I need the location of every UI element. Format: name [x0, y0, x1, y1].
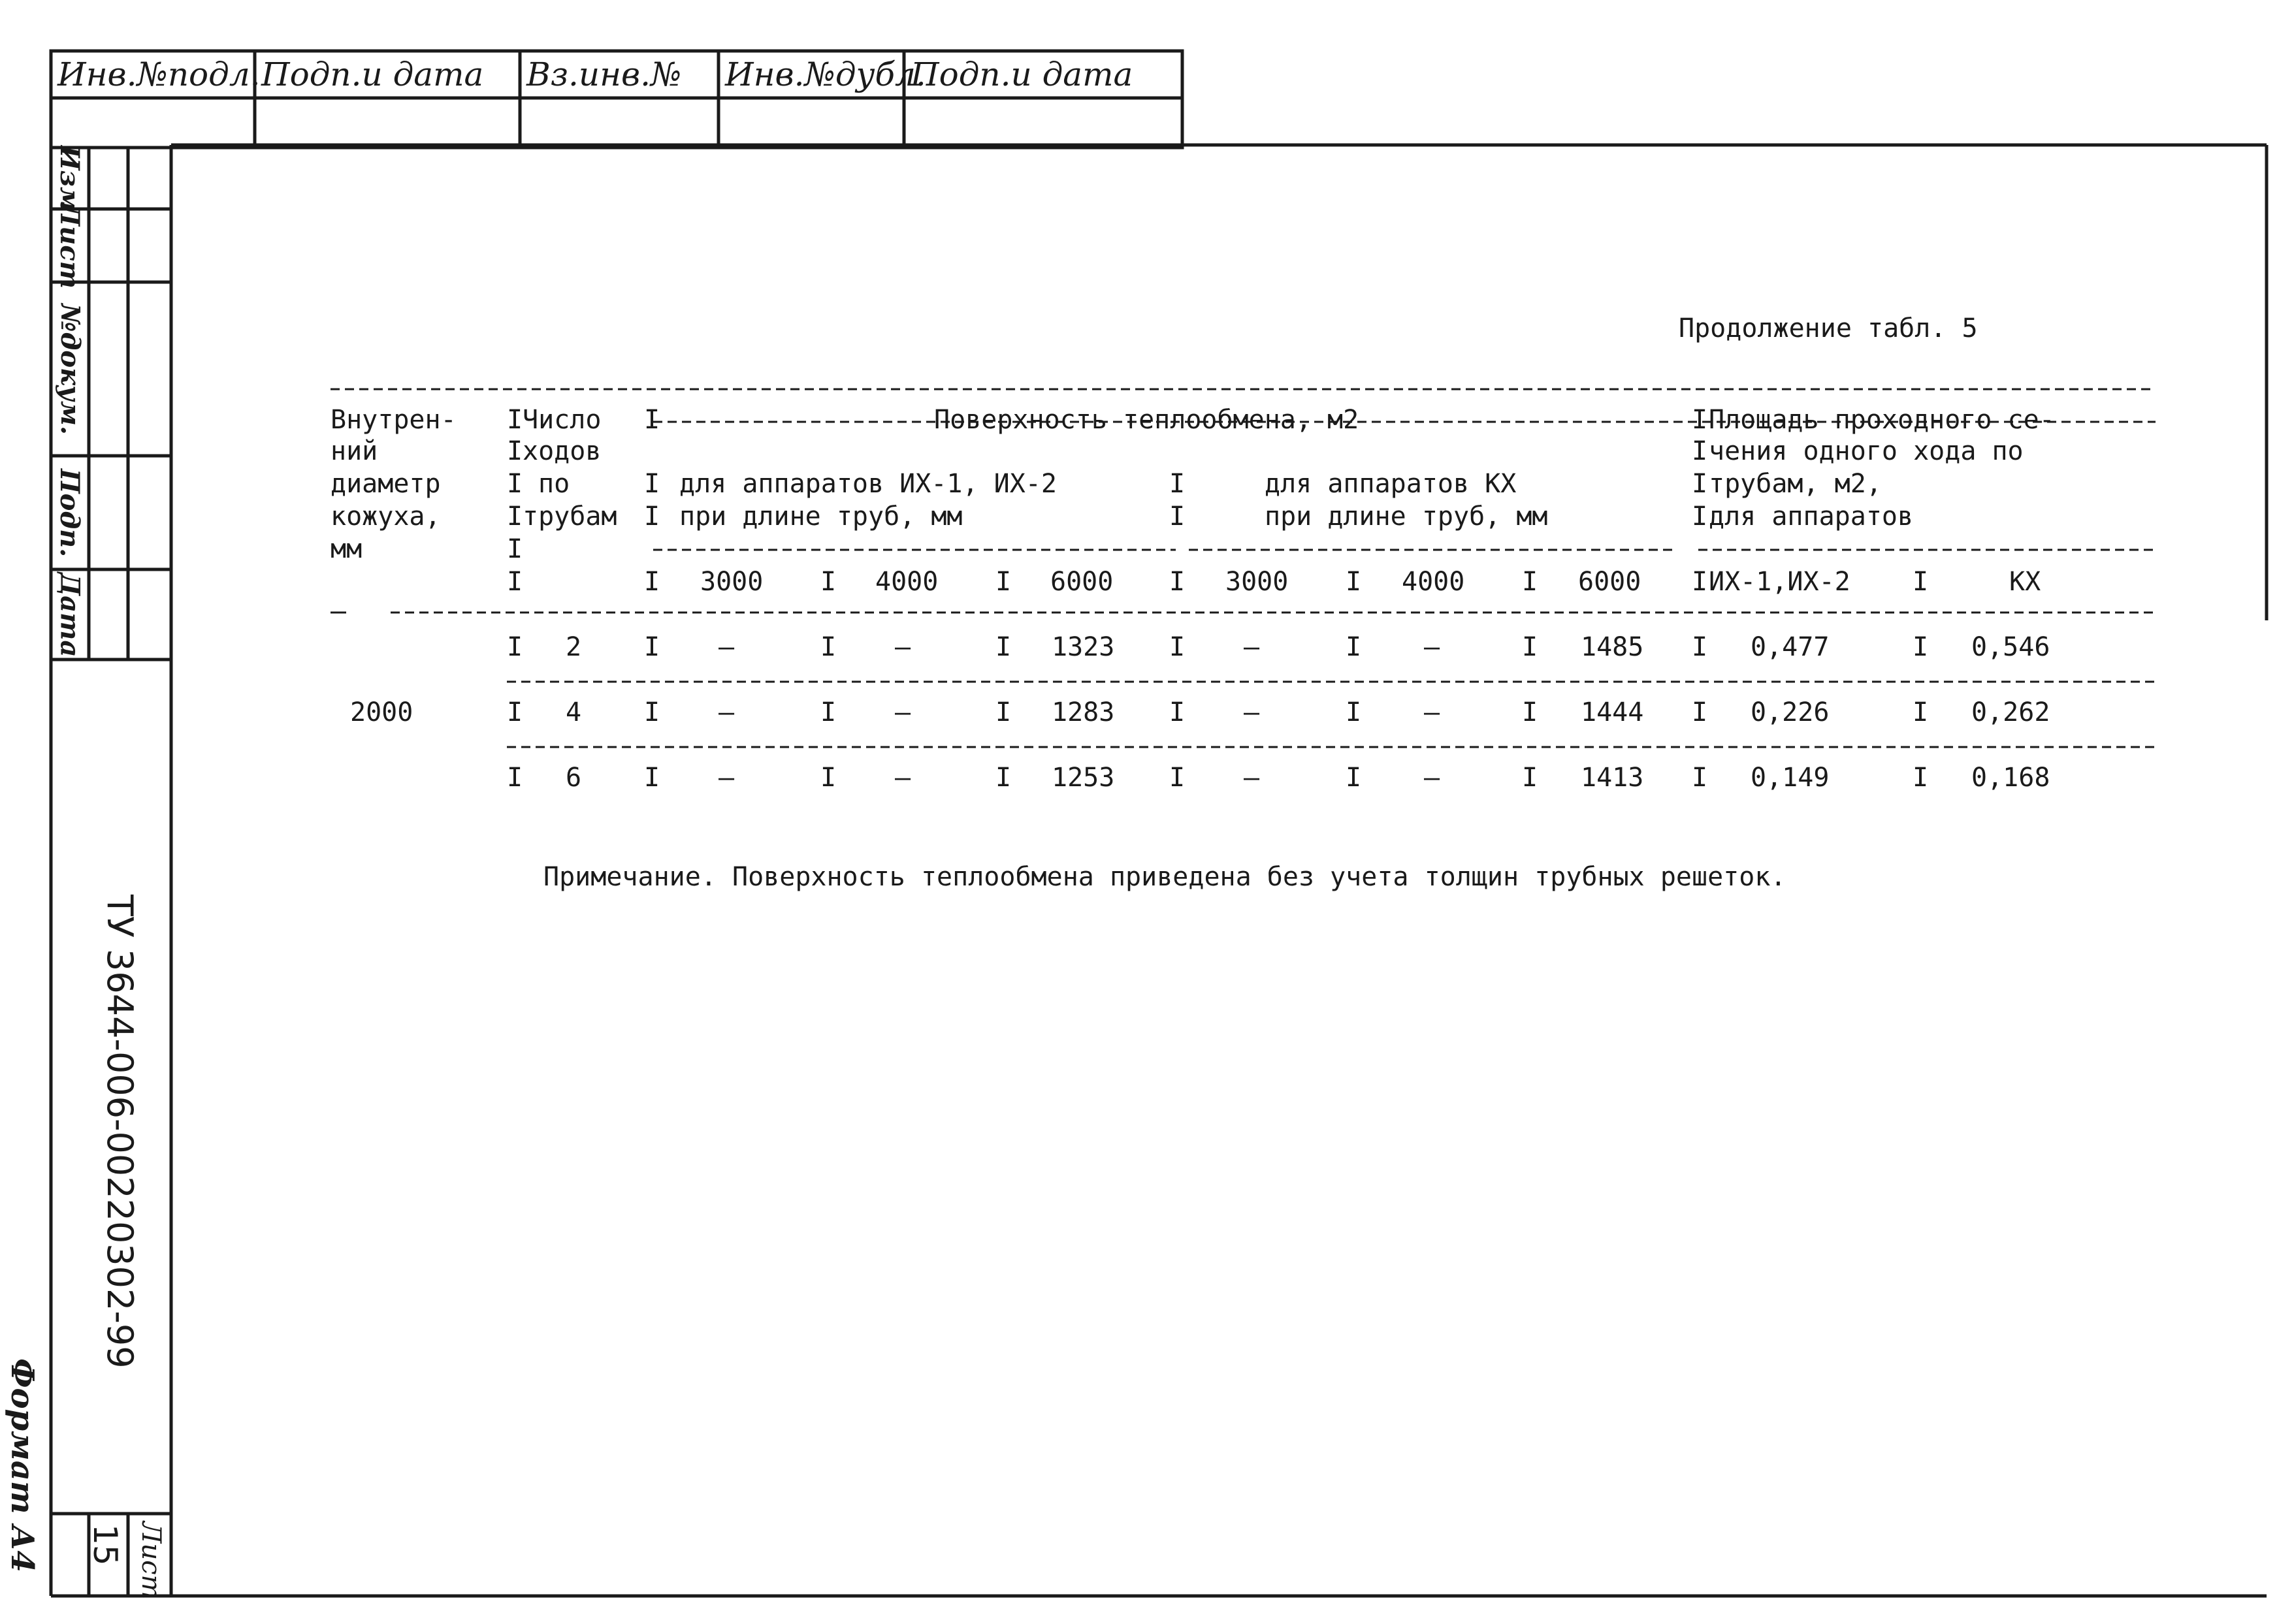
- header-passes-4: трубам: [523, 502, 617, 532]
- row-kx-6000: 1444: [1581, 697, 1644, 727]
- stamp-cell-inv-dubl: Инв.№дубл.: [725, 56, 926, 93]
- table-caption: Продолжение табл. 5: [1679, 313, 1978, 343]
- diameter-value: 2000: [350, 697, 413, 727]
- length-ix-4000: 4000: [875, 567, 939, 597]
- row-area-kx: 0,546: [1971, 632, 2050, 662]
- row-kx-4000: –: [1424, 763, 1440, 793]
- row-ix-6000: 1323: [1052, 632, 1115, 662]
- margin-label-list: Лист: [54, 202, 86, 289]
- header-area-1: Площадь проходного се-: [1709, 405, 2055, 435]
- area-col-kx: КХ: [2009, 567, 2041, 597]
- row-area-kx: 0,168: [1971, 763, 2050, 793]
- length-kx-3000: 3000: [1225, 567, 1289, 597]
- row-kx-3000: –: [1244, 632, 1260, 662]
- row-ix-3000: –: [719, 763, 735, 793]
- header-passes-3: по: [538, 469, 570, 499]
- row-area-ix: 0,477: [1751, 632, 1830, 662]
- row-kx-3000: –: [1244, 697, 1260, 727]
- row-area-ix: 0,149: [1751, 763, 1830, 793]
- row-ix-3000: –: [719, 697, 735, 727]
- row-passes: 2: [566, 632, 582, 662]
- header-diameter-1: Внутрен-: [331, 405, 457, 435]
- stamp-cell-vz-inv: Вз.инв.№: [526, 56, 682, 93]
- row-kx-3000: –: [1244, 763, 1260, 793]
- length-kx-6000: 6000: [1578, 567, 1641, 597]
- header-passes-2: ходов: [523, 436, 602, 466]
- margin-label-podp: Подп.: [54, 468, 86, 557]
- header-kx-1: для аппаратов КХ: [1265, 469, 1517, 499]
- header-ix-1: для аппаратов ИХ-1, ИХ-2: [679, 469, 1057, 499]
- length-kx-4000: 4000: [1402, 567, 1465, 597]
- stamp-cell-podp-data-2: Подп.и дата: [911, 56, 1133, 93]
- header-diameter-3: диаметр: [331, 469, 441, 499]
- stamp-cell-podp-data: Подп.и дата: [261, 56, 484, 93]
- header-area-2: чения одного хода по: [1709, 436, 2024, 466]
- row-passes: 4: [566, 697, 582, 727]
- header-area-4: для аппаратов: [1709, 502, 1914, 532]
- stamp-cell-inv-podl: Инв.№подл.: [57, 56, 261, 93]
- header-diameter-5: мм: [331, 534, 363, 564]
- table-note: Примечание. Поверхность теплообмена приведена без учета толщин трубных решеток.: [543, 862, 1786, 892]
- header-diameter-4: кожуха,: [331, 502, 441, 532]
- length-ix-3000: 3000: [700, 567, 764, 597]
- area-col-ix: ИХ-1,ИХ-2: [1709, 567, 1850, 597]
- row-area-kx: 0,262: [1971, 697, 2050, 727]
- header-area-3: трубам, м2,: [1709, 469, 1882, 499]
- header-ix-2: при длине труб, мм: [679, 502, 963, 532]
- margin-label-dokum: №докум.: [54, 303, 86, 435]
- header-kx-2: при длине труб, мм: [1265, 502, 1548, 532]
- header-diameter-2: ний: [331, 436, 378, 466]
- row-kx-4000: –: [1424, 632, 1440, 662]
- row-kx-6000: 1413: [1581, 763, 1644, 793]
- row-ix-6000: 1283: [1052, 697, 1115, 727]
- row-ix-3000: –: [719, 632, 735, 662]
- margin-label-izm: Изм: [54, 145, 86, 212]
- row-area-ix: 0,226: [1751, 697, 1830, 727]
- row-ix-6000: 1253: [1052, 763, 1115, 793]
- header-surface: Поверхность теплообмена, м2: [934, 405, 1359, 435]
- header-passes-1: Число: [523, 405, 602, 435]
- length-ix-6000: 6000: [1050, 567, 1114, 597]
- row-ix-4000: –: [895, 763, 911, 793]
- row-ix-4000: –: [895, 632, 911, 662]
- row-ix-4000: –: [895, 697, 911, 727]
- margin-label-data: Дата: [54, 572, 86, 657]
- row-kx-6000: 1485: [1581, 632, 1644, 662]
- row-passes: 6: [566, 763, 582, 793]
- row-kx-4000: –: [1424, 697, 1440, 727]
